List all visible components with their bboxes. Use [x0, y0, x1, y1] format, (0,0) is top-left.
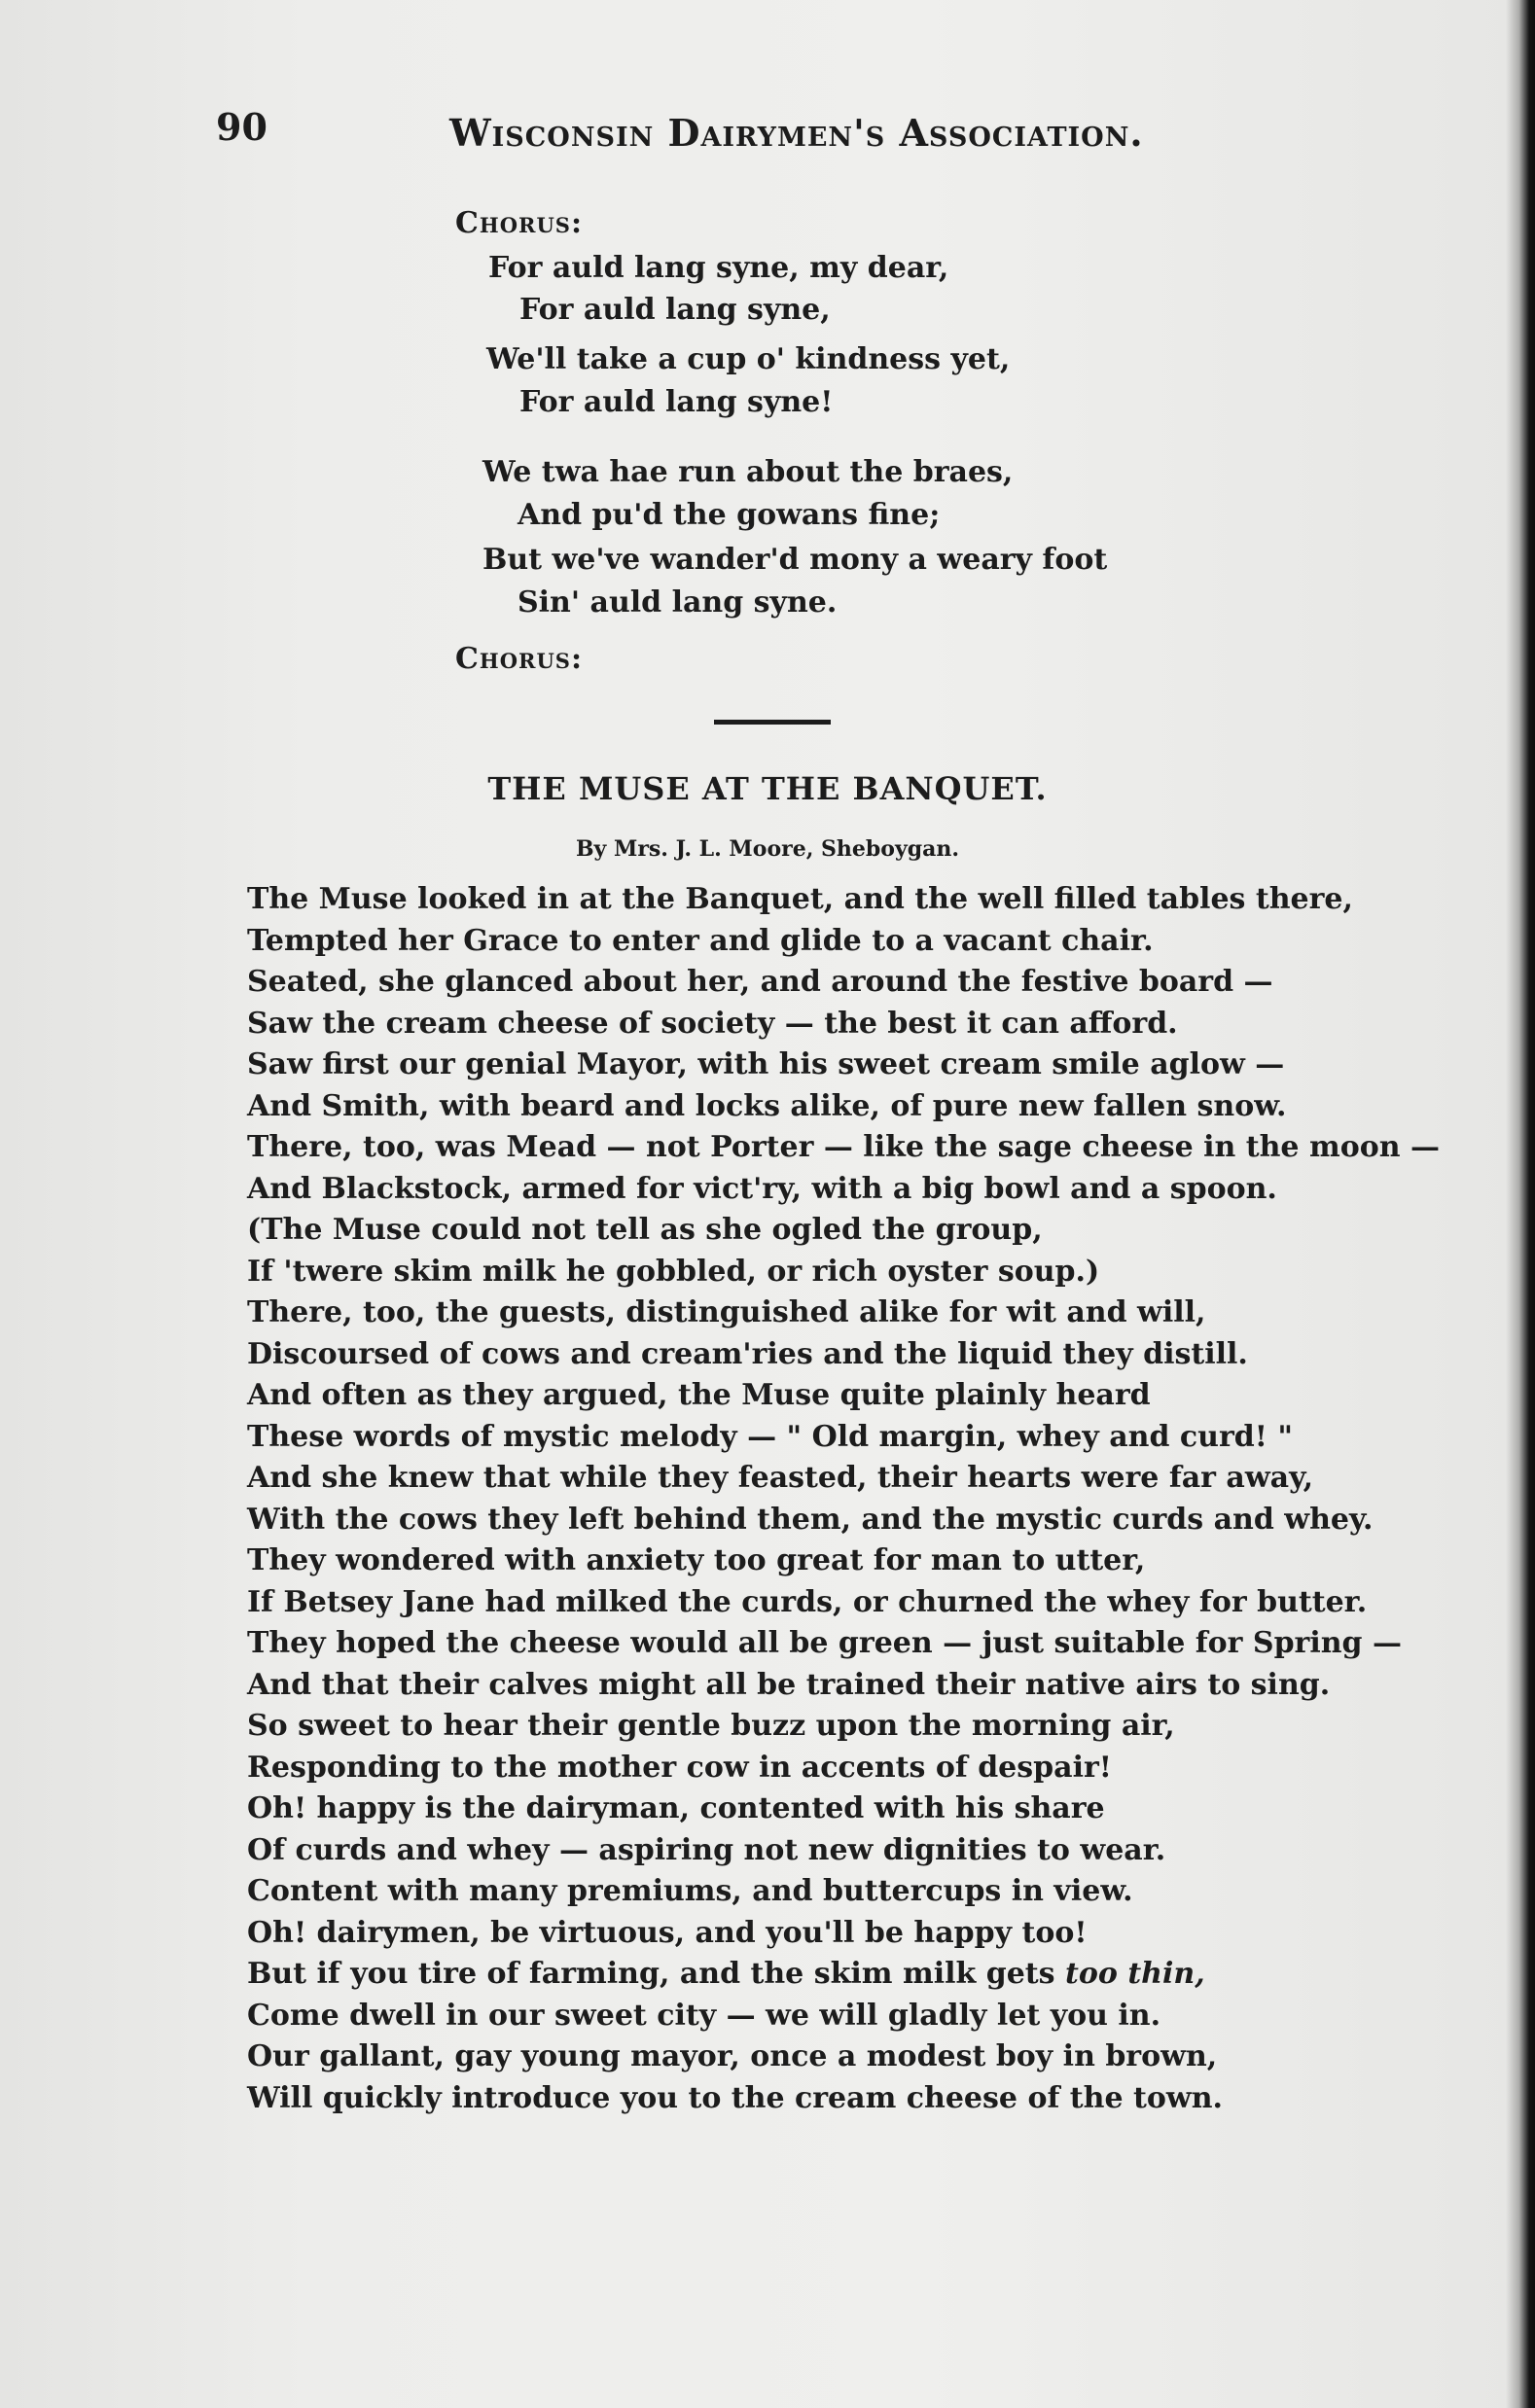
page-gutter-shadow [1506, 0, 1535, 2408]
verse-line: But we've wander'd mony a weary foot [482, 543, 1108, 577]
page-number: 90 [216, 105, 268, 149]
poem-body [247, 879, 1440, 2119]
poem-byline: By Mrs. J. L. Moore, Sheboygan. [575, 836, 960, 862]
poem-line: Oh! dairymen, be virtuous, and you'll be happy too! [247, 1915, 1088, 1950]
chorus-line: For auld lang syne! [519, 385, 834, 419]
poem-line: These words of mystic melody — " Old margin, whey and curd! " [247, 1419, 1293, 1454]
poem-line: And often as they argued, the Muse quite plainly heard [247, 1378, 1151, 1412]
poem-line: Our gallant, gay young mayor, once a modest boy in brown, [247, 2039, 1218, 2073]
poem-line: Saw the cream cheese of society — the best it can afford. [247, 1006, 1178, 1041]
verse-line: We twa hae run about the braes, [482, 455, 1014, 489]
poem-line: Come dwell in our sweet city — we will gladly let you in. [247, 1998, 1161, 2033]
section-divider [714, 720, 831, 725]
poem-line: Responding to the mother cow in accents of despair! [247, 1750, 1112, 1785]
poem-line-italic: too thin, [1065, 1957, 1205, 1991]
poem-line: The Muse looked in at the Banquet, and the well filled tables there, [247, 882, 1353, 916]
chorus-label: Chorus: [455, 206, 584, 240]
poem-line: And that their calves might all be trained their native airs to sing. [247, 1667, 1331, 1702]
poem-line: Saw first our genial Mayor, with his sweet cream smile aglow — [247, 1047, 1285, 1081]
poem-line: If 'twere skim milk he gobbled, or rich oyster soup.) [247, 1254, 1100, 1289]
poem-line: Of curds and whey — aspiring not new dignities to wear. [247, 1832, 1166, 1867]
chorus-label-repeat: Chorus: [455, 642, 584, 676]
poem-line: They hoped the cheese would all be green — just suitable for Spring — [247, 1626, 1402, 1660]
poem-line: And she knew that while they feasted, their hearts were far away, [247, 1461, 1314, 1495]
verse-line: And pu'd the gowans fine; [518, 498, 941, 532]
poem-line: So sweet to hear their gentle buzz upon the morning air, [247, 1709, 1175, 1743]
poem-line: And Smith, with beard and locks alike, of pure new fallen snow. [247, 1088, 1287, 1123]
poem-line: Will quickly introduce you to the cream cheese of the town. [247, 2080, 1223, 2115]
chorus-line: For auld lang syne, [519, 293, 831, 327]
poem-line: There, too, was Mead — not Porter — like the sage cheese in the moon — [247, 1130, 1440, 1164]
poem-title: THE MUSE AT THE BANQUET. [487, 770, 1048, 807]
poem-line: Discoursed of cows and cream'ries and the liquid they distill. [247, 1336, 1248, 1371]
poem-line: There, too, the guests, distinguished alike for wit and will, [247, 1295, 1206, 1329]
chorus-line: For auld lang syne, my dear, [488, 251, 949, 285]
poem-line: Oh! happy is the dairyman, contented with his share [247, 1791, 1105, 1825]
poem-line: If Betsey Jane had milked the curds, or churned the whey for butter. [247, 1584, 1368, 1619]
verse-line: Sin' auld lang syne. [518, 585, 838, 620]
poem-line: They wondered with anxiety too great for man to utter, [247, 1543, 1146, 1577]
poem-line: Tempted her Grace to enter and glide to a vacant chair. [247, 923, 1154, 958]
poem-line [247, 1954, 1440, 1996]
poem-line: Seated, she glanced about her, and around the festive board — [247, 965, 1273, 999]
poem-line-text: But if you tire of farming, and the skim milk gets [247, 1957, 1055, 1991]
poem-line: With the cows they left behind them, and the mystic curds and whey. [247, 1502, 1374, 1537]
poem-line: And Blackstock, armed for vict'ry, with a big bowl and a spoon. [247, 1171, 1277, 1206]
running-head: Wisconsin Dairymen's Association. [449, 111, 1144, 155]
poem-line: Content with many premiums, and buttercups in view. [247, 1874, 1133, 1908]
poem-line: (The Muse could not tell as she ogled the group, [247, 1213, 1043, 1247]
chorus-line: We'll take a cup o' kindness yet, [486, 342, 1011, 376]
